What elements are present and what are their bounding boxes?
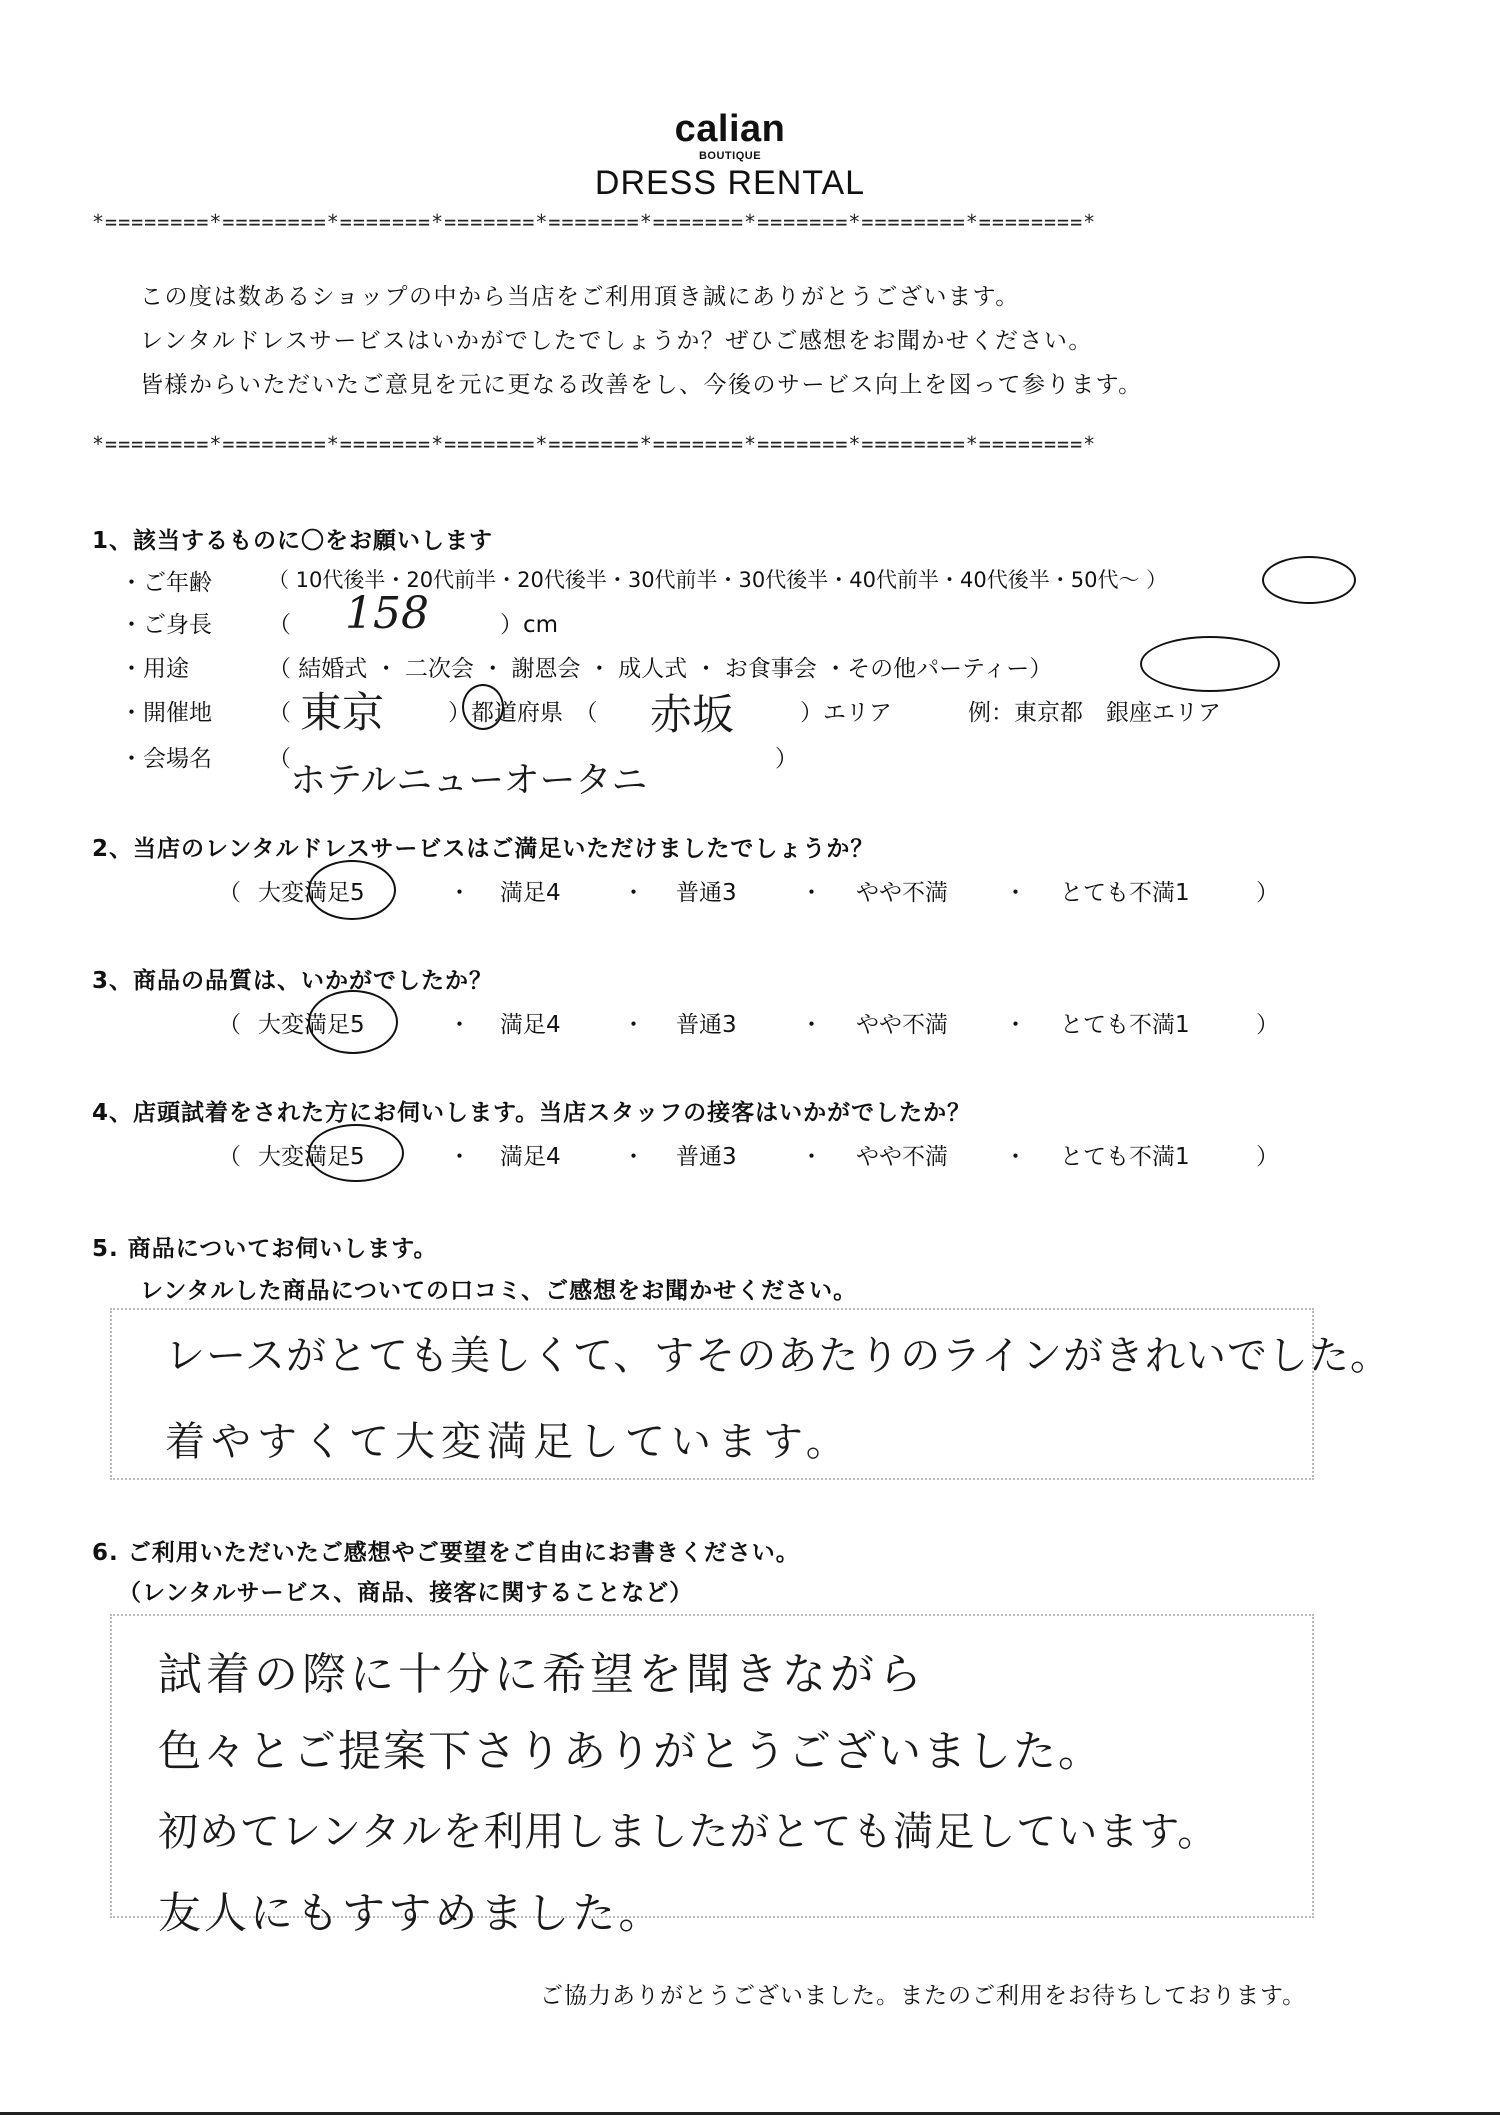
prefecture-area-separator: ）都道府県 （ — [448, 700, 598, 726]
q2-selection-circle — [308, 860, 396, 920]
venue-name-close-paren: ） — [775, 746, 798, 772]
q3-sep-1: ・ — [448, 1012, 471, 1038]
height-label: ・ご身長 — [120, 612, 212, 638]
height-unit: ）cm — [500, 612, 559, 638]
q3-option-satisfied: 満足4 — [500, 1012, 561, 1038]
q4-option-very-satisfied: 大変満足5 — [258, 1144, 365, 1170]
q2-option-very-dissatisfied: とても不満1 — [1060, 880, 1190, 906]
q2-sep-1: ・ — [448, 880, 471, 906]
q3-close: ） — [1256, 1012, 1279, 1038]
age-selection-circle — [1262, 556, 1356, 604]
age-options: （ 10代後半・20代前半・20代後半・30代前半・30代後半・40代前半・40代後半・50代～ ） — [268, 568, 1168, 592]
q3-open: （ — [218, 1012, 241, 1038]
q2-title: 2、当店のレンタルドレスサービスはご満足いただけましたでしょうか？ — [92, 836, 875, 862]
q2-option-somewhat-dissatisfied: やや不満 — [856, 880, 948, 906]
q3-option-very-dissatisfied: とても不満1 — [1060, 1012, 1190, 1038]
q2-open: （ — [218, 880, 241, 906]
q4-selection-circle — [308, 1124, 404, 1182]
q5-title: 5. 商品についてお伺いします。 — [92, 1236, 438, 1262]
q3-sep-3: ・ — [800, 1012, 823, 1038]
q5-answer-line-1: レースがとても美しくて、すそのあたりのラインがきれいでした。 — [165, 1333, 1391, 1379]
divider-top: *========*========*=======*=======*=======*=======*=======*========*========* — [92, 210, 1097, 234]
q4-option-somewhat-dissatisfied: やや不満 — [856, 1144, 948, 1170]
closing-message: ご協力ありがとうございました。またのご利用をお待ちしております。 — [540, 1983, 1307, 2009]
q6-answer-line-1: 試着の際に十分に希望を聞きながら — [158, 1649, 926, 1700]
q4-sep-2: ・ — [622, 1144, 645, 1170]
age-label: ・ご年齢 — [120, 570, 212, 596]
purpose-options: （ 結婚式 ・ 二次会 ・ 謝恩会 ・ 成人式 ・ お食事会 ・その他パーティー） — [268, 656, 1053, 682]
brand-logo: calian — [674, 108, 786, 150]
purpose-label: ・用途 — [120, 656, 189, 682]
q2-sep-2: ・ — [622, 880, 645, 906]
venue-name-label: ・会場名 — [120, 746, 212, 772]
prefecture-circle — [462, 684, 504, 730]
venue-example: 例：東京都 銀座エリア — [968, 700, 1221, 726]
form-title: DRESS RENTAL — [594, 164, 866, 202]
intro-line-2: レンタルドレスサービスはいかがでしたでしょうか？ぜひご感想をお聞かせください。 — [140, 328, 1093, 354]
area-close-paren: ）エリア — [800, 700, 892, 726]
q3-option-very-satisfied: 大変満足5 — [258, 1012, 365, 1038]
q4-title: 4、店頭試着をされた方にお伺いします。当店スタッフの接客はいかがでしたか？ — [92, 1100, 972, 1126]
q2-option-normal: 普通3 — [676, 880, 737, 906]
q3-option-normal: 普通3 — [676, 1012, 737, 1038]
q4-sep-4: ・ — [1004, 1144, 1027, 1170]
q4-option-very-dissatisfied: とても不満1 — [1060, 1144, 1190, 1170]
q6-subtitle: （レンタルサービス、商品、接客に関することなど） — [118, 1580, 694, 1606]
area-value: 赤坂 — [650, 690, 735, 739]
q3-title: 3、商品の品質は、いかがでしたか？ — [92, 968, 494, 994]
prefecture-open-paren: （ — [268, 700, 291, 726]
intro-line-1: この度は数あるショップの中から当店をご利用頂き誠にありがとうございます。 — [140, 284, 1020, 310]
q2-option-very-satisfied: 大変満足5 — [258, 880, 365, 906]
intro-line-3: 皆様からいただいたご意見を元に更なる改善をし、今後のサービス向上を図って参ります。 — [140, 372, 1143, 398]
q2-sep-3: ・ — [800, 880, 823, 906]
q6-answer-line-2: 色々とご提案下さりありがとうございました。 — [158, 1727, 1103, 1777]
q3-sep-4: ・ — [1004, 1012, 1027, 1038]
q3-sep-2: ・ — [622, 1012, 645, 1038]
q5-subtitle: レンタルした商品についての口コミ、ご感想をお聞かせください。 — [140, 1278, 858, 1304]
venue-area-label: ・開催地 — [120, 700, 212, 726]
venue-name-value: ホテルニューオータニ — [290, 760, 648, 801]
q4-sep-1: ・ — [448, 1144, 471, 1170]
q2-sep-4: ・ — [1004, 880, 1027, 906]
q2-close: ） — [1256, 880, 1279, 906]
brand-subtitle: BOUTIQUE — [698, 150, 762, 162]
q2-option-satisfied: 満足4 — [500, 880, 561, 906]
scan-edge-line — [0, 2112, 1500, 2115]
q6-title: 6. ご利用いただいたご感想やご要望をご自由にお書きください。 — [92, 1540, 800, 1566]
q5-answer-line-2: 着やすくて大変満足しています。 — [165, 1419, 852, 1465]
q3-option-somewhat-dissatisfied: やや不満 — [856, 1012, 948, 1038]
q4-option-normal: 普通3 — [676, 1144, 737, 1170]
q4-close: ） — [1256, 1144, 1279, 1170]
q3-selection-circle — [308, 990, 398, 1054]
q4-option-satisfied: 満足4 — [500, 1144, 561, 1170]
height-value: 158 — [345, 588, 429, 639]
divider-bottom: *========*========*=======*=======*=======*=======*=======*========*========* — [92, 432, 1097, 456]
height-open-paren: （ — [268, 612, 291, 638]
q6-answer-line-3: 初めてレンタルを利用しましたがとても満足しています。 — [158, 1809, 1219, 1855]
prefecture-value: 東京 — [300, 688, 385, 737]
venue-name-open-paren: （ — [268, 746, 291, 772]
q4-open: （ — [218, 1144, 241, 1170]
purpose-selection-circle — [1140, 636, 1280, 692]
q6-answer-line-4: 友人にもすすめました。 — [158, 1889, 665, 1939]
q4-sep-3: ・ — [800, 1144, 823, 1170]
q1-title: 1、該当するものに〇をお願いします — [92, 528, 494, 554]
